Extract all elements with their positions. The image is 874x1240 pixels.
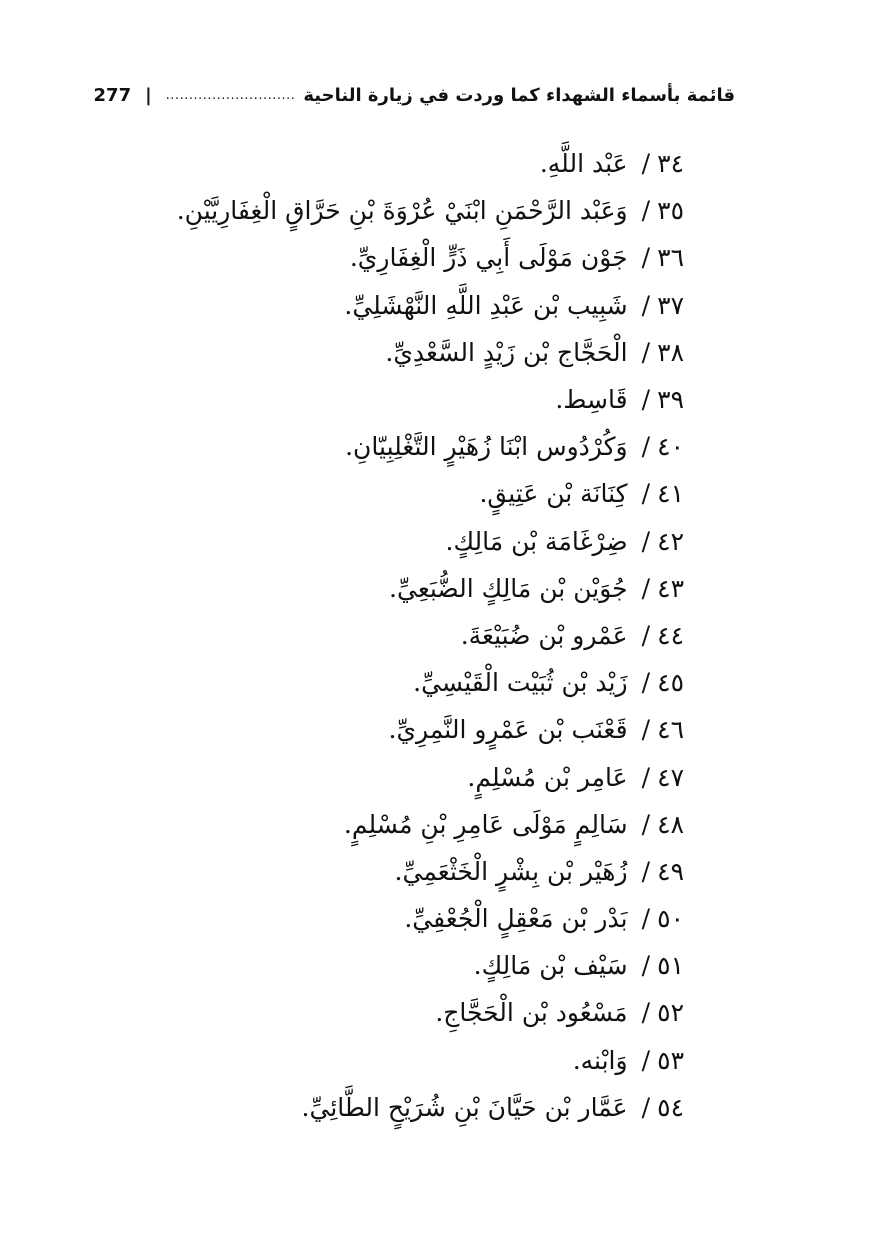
entry-name: سَالِمٍ مَوْلَى عَامِرِ بْنِ مُسْلِمٍ. [343, 809, 628, 839]
entry-name: وَابْنه. [572, 1045, 628, 1075]
entry-number: ٣٧ [657, 290, 684, 320]
entry-slash: / [641, 479, 650, 509]
entry-number: ٥٢ [657, 998, 684, 1028]
entry-slash: / [641, 1092, 650, 1122]
entry-name: شَبِيب بْن عَبْدِ اللَّهِ النَّهْشَلِيِّ. [344, 290, 628, 320]
list-item [164, 706, 684, 753]
entry-number: ٥١ [657, 951, 684, 981]
entry-slash: / [641, 715, 650, 745]
entry-number: ٥٣ [657, 1045, 684, 1075]
entry-slash: / [641, 762, 650, 792]
entry-name: بَدْر بْن مَعْقِلٍ الْجُعْفِيِّ. [404, 904, 628, 934]
entry-number: ٤٦ [657, 715, 684, 745]
list-item [164, 848, 684, 895]
entry-number: ٥٤ [657, 1092, 684, 1122]
entry-slash: / [641, 1045, 650, 1075]
list-item [164, 895, 684, 942]
running-header [93, 80, 735, 110]
list-item [164, 376, 684, 423]
entry-name: وَكُرْدُوس ابْنَا زُهَيْرٍ التَّغْلِبِيّانِ. [345, 432, 628, 462]
page-number: 277 [93, 84, 132, 106]
entry-name: وَعَبْد الرَّحْمَنِ ابْنَيْ عُرْوَةَ بْنِ حَرَّاقٍ الْغِفَارِيَّيْنِ. [176, 196, 628, 226]
list-item [164, 140, 684, 187]
entry-number: ٣٦ [657, 243, 684, 273]
entry-name: جَوْن مَوْلَى أَبِي ذَرٍّ الْغِفَارِيِّ. [349, 243, 628, 273]
header-separator: | [145, 84, 152, 106]
entry-number: ٣٨ [657, 337, 684, 367]
entry-number: ٤٢ [657, 526, 684, 556]
entry-number: ٤٣ [657, 573, 684, 603]
entry-name: قَاسِط. [555, 385, 628, 415]
entry-slash: / [641, 998, 650, 1028]
entry-number: ٤٥ [657, 668, 684, 698]
entry-name: زُهَيْر بْن بِشْرٍ الْخَثْعَمِيِّ. [394, 856, 628, 886]
entry-name: عَبْد اللَّهِ. [539, 149, 628, 179]
entry-slash: / [641, 385, 650, 415]
list-item [164, 470, 684, 517]
entry-slash: / [641, 904, 650, 934]
list-item [164, 187, 684, 234]
list-item [164, 612, 684, 659]
entry-name: عَامِر بْن مُسْلِمٍ. [467, 762, 628, 792]
list-item [164, 659, 684, 706]
martyrs-list [164, 140, 684, 1131]
entry-slash: / [641, 856, 650, 886]
entry-slash: / [641, 290, 650, 320]
entry-slash: / [641, 526, 650, 556]
chapter-title: قائمة بأسماء الشهداء كما وردت في زيارة الناحية [303, 84, 735, 106]
entry-number: ٣٩ [657, 385, 684, 415]
entry-slash: / [641, 196, 650, 226]
entry-slash: / [641, 951, 650, 981]
entry-slash: / [641, 337, 650, 367]
entry-name: مَسْعُود بْن الْحَجَّاجِ. [435, 998, 628, 1028]
list-item [164, 518, 684, 565]
entry-number: ٤١ [657, 479, 684, 509]
list-item [164, 1084, 684, 1131]
list-item [164, 329, 684, 376]
entry-name: الْحَجَّاج بْن زَيْدٍ السَّعْدِيِّ. [385, 337, 628, 367]
list-item [164, 942, 684, 989]
list-item [164, 801, 684, 848]
list-item [164, 753, 684, 800]
entry-number: ٤٧ [657, 762, 684, 792]
entry-slash: / [641, 809, 650, 839]
list-item [164, 989, 684, 1036]
entry-number: ٤٤ [657, 620, 684, 650]
entry-name: قَعْنَب بْن عَمْرٍو النَّمِرِيِّ. [388, 715, 628, 745]
entry-number: ٣٥ [657, 196, 684, 226]
leader-dots: ............................ [165, 87, 296, 103]
entry-number: ٥٠ [657, 904, 684, 934]
entry-name: سَيْف بْن مَالِكٍ. [473, 951, 628, 981]
entry-slash: / [641, 668, 650, 698]
entry-slash: / [641, 620, 650, 650]
entry-slash: / [641, 243, 650, 273]
entry-number: ٤٩ [657, 856, 684, 886]
list-item [164, 282, 684, 329]
entry-name: زَيْد بْن ثُبَيْت الْقَيْسِيِّ. [413, 668, 628, 698]
entry-number: ٣٤ [657, 149, 684, 179]
entry-name: عَمَّار بْن حَيَّانَ بْنِ شُرَيْحٍ الطَّائِيِّ. [301, 1092, 628, 1122]
entry-number: ٤٨ [657, 809, 684, 839]
entry-slash: / [641, 149, 650, 179]
entry-name: جُوَيْن بْن مَالِكٍ الضُّبَعِيِّ. [389, 573, 628, 603]
entry-number: ٤٠ [657, 432, 684, 462]
entry-name: ضِرْغَامَة بْن مَالِكٍ. [445, 526, 628, 556]
entry-slash: / [641, 432, 650, 462]
entry-name: كِنَانَة بْن عَتِيقٍ. [479, 479, 628, 509]
entry-name: عَمْرو بْن ضُبَيْعَةَ. [460, 620, 628, 650]
list-item [164, 1037, 684, 1084]
list-item [164, 423, 684, 470]
entry-slash: / [641, 573, 650, 603]
list-item [164, 565, 684, 612]
list-item [164, 234, 684, 281]
